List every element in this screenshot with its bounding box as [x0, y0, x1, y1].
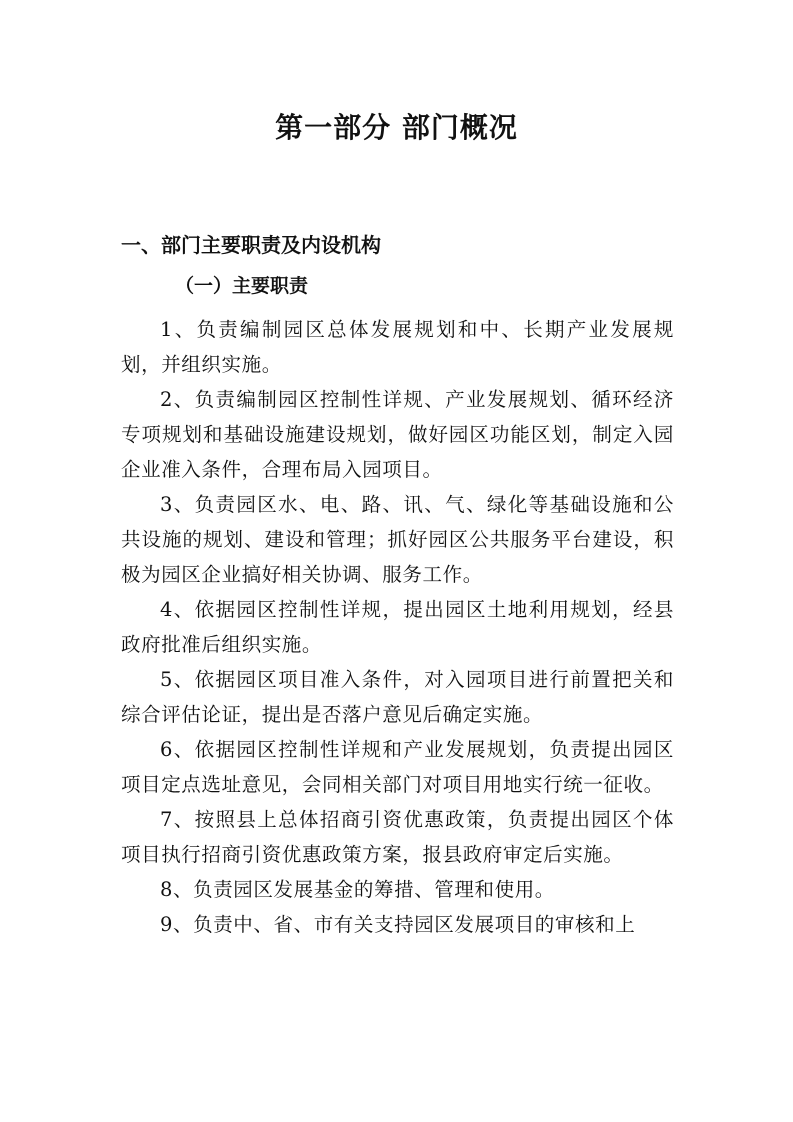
paragraph-8: 8、负责园区发展基金的筹措、管理和使用。	[160, 878, 555, 901]
document-title: 第一部分 部门概况	[275, 111, 518, 144]
paragraph-1: 1、负责编制园区总体发展规划和中、长期产业发展规划，并组织实施。	[121, 318, 674, 376]
document-body	[121, 312, 674, 942]
paragraph-6: 6、依据园区控制性详规和产业发展规划，负责提出园区项目定点选址意见，会同相关部门对项目用地实行统一征收。	[121, 738, 674, 796]
paragraph-3: 3、负责园区水、电、路、讯、气、绿化等基础设施和公共设施的规划、建设和管理；抓好园区公共服务平台建设，积极为园区企业搞好相关协调、服务工作。	[121, 493, 674, 586]
paragraph-5: 5、依据园区项目准入条件，对入园项目进行前置把关和综合评估论证，提出是否落户意见后确定实施。	[121, 668, 674, 726]
section-heading: 一、部门主要职责及内设机构	[121, 233, 381, 257]
paragraph-2: 2、负责编制园区控制性详规、产业发展规划、循环经济专项规划和基础设施建设规划，做好园区功能区划，制定入园企业准入条件，合理布局入园项目。	[121, 388, 674, 481]
paragraph-7: 7、按照县上总体招商引资优惠政策，负责提出园区个体项目执行招商引资优惠政策方案，报县政府审定后实施。	[121, 808, 674, 866]
paragraph-4: 4、依据园区控制性详规，提出园区土地利用规划，经县政府批准后组织实施。	[121, 598, 674, 656]
paragraph-9: 9、负责中、省、市有关支持园区发展项目的审核和上	[160, 913, 636, 936]
sub-heading: （一）主要职责	[175, 275, 309, 297]
